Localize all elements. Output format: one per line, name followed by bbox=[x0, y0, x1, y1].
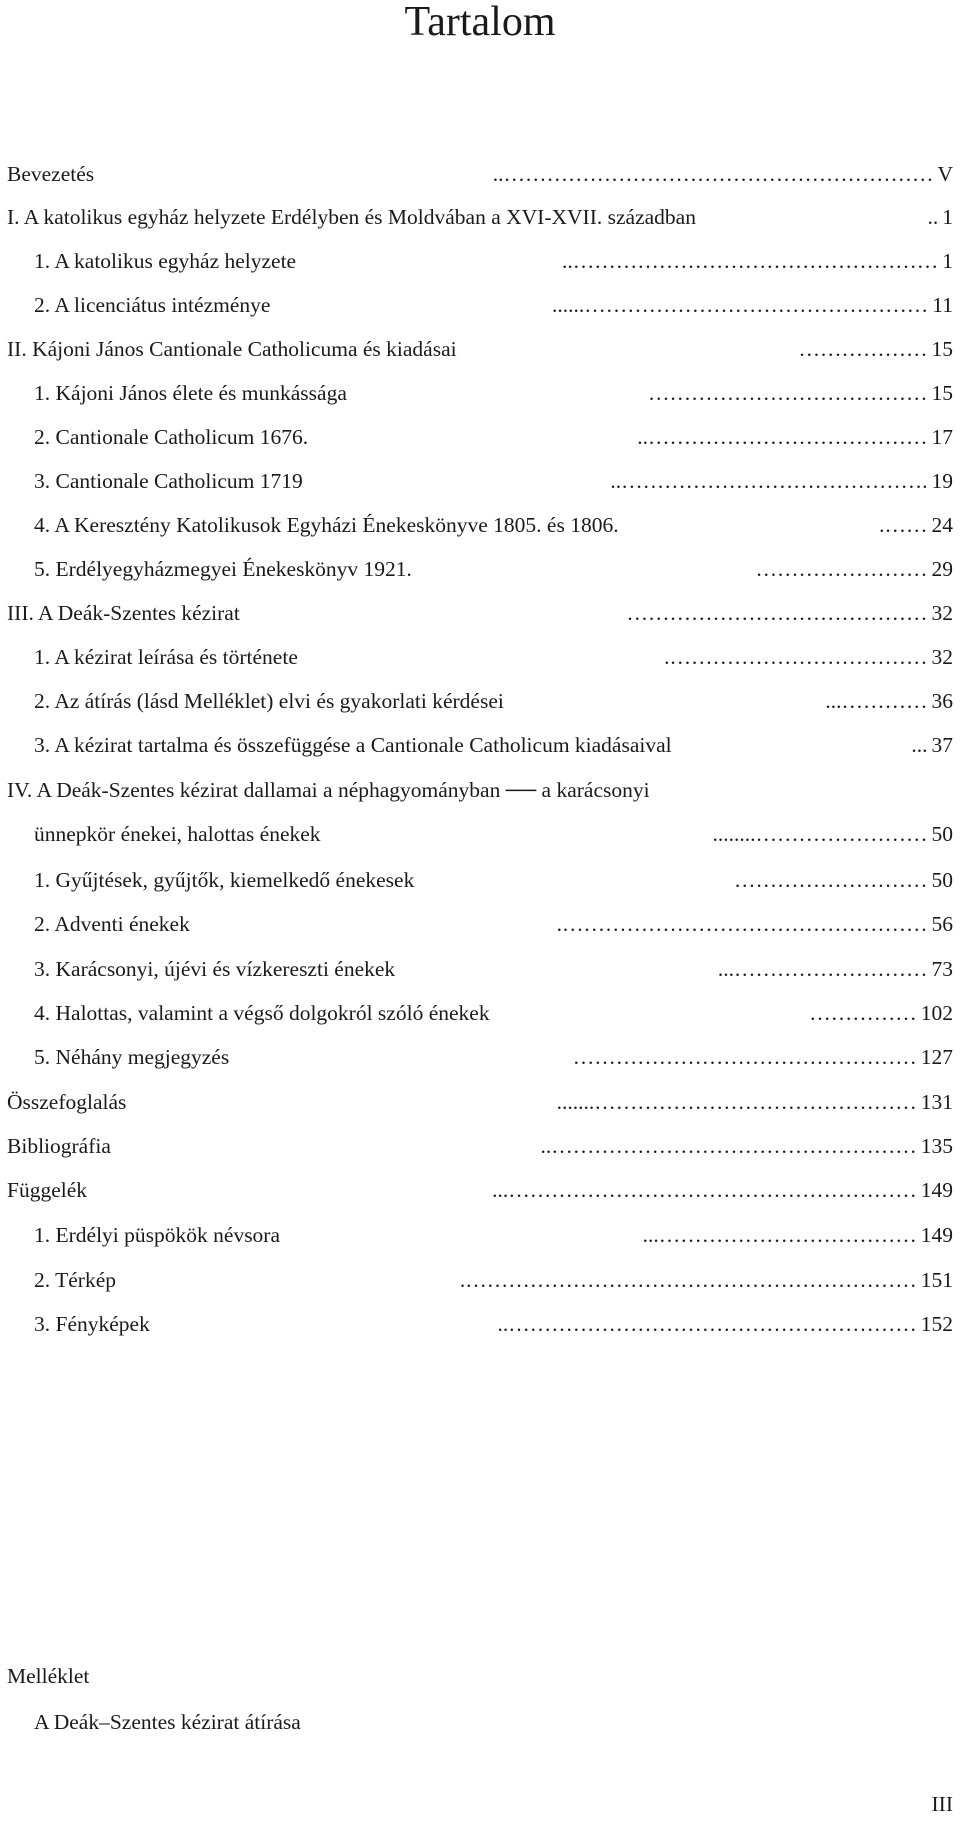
toc-entry-page: 1 bbox=[942, 205, 953, 229]
toc-entry-title: Összefoglalás bbox=[7, 1090, 127, 1114]
toc-entry-leader: ……………… bbox=[798, 337, 928, 361]
toc-entry-title: I. A katolikus egyház helyzete Erdélyben és Moldvában a XVI-XVII. században bbox=[7, 205, 696, 229]
toc-entry-page: 102 bbox=[920, 1001, 953, 1025]
toc-entry-page: 15 bbox=[931, 381, 953, 405]
toc-entry-leader: ………………………………………… bbox=[572, 1045, 917, 1069]
toc-entry-leader: ………………………………………....... bbox=[556, 1090, 917, 1114]
toc-entry-leader: …………………………………………...... bbox=[552, 293, 929, 317]
toc-entry-title: 2. Adventi énekek bbox=[34, 912, 190, 936]
toc-entry-page: 15 bbox=[931, 337, 953, 361]
toc-entry-title: 5. Néhány megjegyzés bbox=[34, 1045, 230, 1069]
toc-entry-title: 3. A kézirat tartalma és összefüggése a Cantionale Catholicum kiadásaival bbox=[34, 733, 672, 757]
toc-entry-leader: ... bbox=[911, 733, 928, 757]
toc-entry-title: 5. Erdélyegyházmegyei Énekeskönyv 1921. bbox=[34, 557, 412, 581]
toc-entry-title: 2. Cantionale Catholicum 1676. bbox=[34, 425, 309, 449]
toc-entry-page: 151 bbox=[920, 1268, 953, 1292]
toc-entry-leader: …………………………………………………... bbox=[492, 1178, 917, 1202]
toc-entry-page: 152 bbox=[920, 1312, 953, 1336]
toc-entry-title: 2. Az átírás (lásd Melléklet) elvi és gyakorlati kérdései bbox=[34, 689, 504, 713]
toc-entry-page: 50 bbox=[931, 822, 953, 846]
toc-entry-title: 2. Térkép bbox=[34, 1268, 116, 1292]
toc-entry-page: 36 bbox=[931, 689, 953, 713]
toc-entry-title: 1. Erdélyi püspökök névsora bbox=[34, 1223, 281, 1247]
toc-entry-page: 149 bbox=[920, 1223, 953, 1247]
toc-entry-leader: ………………………………... bbox=[642, 1223, 917, 1247]
toc-entry-leader: …………………… bbox=[755, 557, 928, 581]
toc-entry-title: ünnepkör énekei, halottas énekek bbox=[34, 822, 321, 846]
toc-entry-page: 149 bbox=[920, 1178, 953, 1202]
toc-entry-leader: …………………………………………………….. bbox=[492, 162, 934, 186]
melleklet-item: A Deák–Szentes kézirat átírása bbox=[34, 1710, 301, 1734]
toc-entry-leader: .. bbox=[927, 205, 939, 229]
toc-entry-leader: ………………………………… bbox=[648, 381, 928, 405]
toc-entry-leader: ………………………………………………………. bbox=[459, 1268, 917, 1292]
toc-entry-title: III. A Deák-Szentes kézirat bbox=[7, 601, 240, 625]
toc-entry-leader: ………………………………………………….. bbox=[497, 1312, 917, 1336]
toc-entry-title: 3. Fényképek bbox=[34, 1312, 150, 1336]
toc-entry-leader: …………………………………………….. bbox=[540, 1134, 917, 1158]
toc-entry-leader: ………………………………. bbox=[664, 645, 928, 669]
toc-entry-title: II. Kájoni János Cantionale Catholicuma és kiadásai bbox=[7, 337, 457, 361]
toc-entry-leader: ……………………........ bbox=[712, 822, 928, 846]
toc-entry-page: 17 bbox=[931, 425, 953, 449]
toc-entry-page: 50 bbox=[931, 868, 953, 892]
toc-entry-title: IV. A Deák-Szentes kézirat dallamai a néphagyományban ── a karácsonyi bbox=[7, 778, 650, 802]
melleklet-heading: Melléklet bbox=[7, 1664, 90, 1688]
toc-entry-leader: .…………………………………….. bbox=[610, 469, 928, 493]
toc-entry-title: 4. Halottas, valamint a végső dolgokról szóló énekek bbox=[34, 1001, 490, 1025]
toc-entry-page: 1 bbox=[942, 249, 953, 273]
page-number: III bbox=[931, 1792, 953, 1816]
toc-entry-title: Bevezetés bbox=[7, 162, 95, 186]
toc-entry-leader: ……………………… bbox=[734, 868, 928, 892]
toc-entry-leader: ……. bbox=[879, 513, 928, 537]
toc-entry-page: 73 bbox=[931, 957, 953, 981]
toc-entry-title: 4. A Keresztény Katolikusok Egyházi Énekeskönyve 1805. és 1806. bbox=[34, 513, 619, 537]
toc-entry-page: 29 bbox=[931, 557, 953, 581]
toc-entry-page: 19 bbox=[931, 469, 953, 493]
toc-entry-page: 24 bbox=[931, 513, 953, 537]
toc-entry-leader: …………………………………… bbox=[626, 601, 928, 625]
toc-entry-page: 37 bbox=[931, 733, 953, 757]
toc-entry-leader: ……………………………………………. bbox=[556, 912, 928, 936]
toc-entry-title: Függelék bbox=[7, 1178, 88, 1202]
toc-entry-page: 131 bbox=[920, 1090, 953, 1114]
toc-entry-title: 1. A katolikus egyház helyzete bbox=[34, 249, 297, 273]
toc-entry-page: 32 bbox=[931, 645, 953, 669]
toc-entry-title: 1. A kézirat leírása és története bbox=[34, 645, 298, 669]
page-title: Tartalom bbox=[404, 0, 556, 45]
toc-entry-title: 1. Kájoni János élete és munkássága bbox=[34, 381, 347, 405]
toc-entry-page: 32 bbox=[931, 601, 953, 625]
toc-entry-page: 127 bbox=[920, 1045, 953, 1069]
toc-entry-title: 1. Gyűjtések, gyűjtők, kiemelkedő énekesek bbox=[34, 868, 415, 892]
toc-entry-leader: ………………………………….. bbox=[637, 425, 928, 449]
toc-entry-title: Bibliográfia bbox=[7, 1134, 111, 1158]
toc-entry-page: 11 bbox=[932, 293, 953, 317]
toc-entry-leader: …………………………………………….. bbox=[562, 249, 939, 273]
toc-entry-leader: ………………………... bbox=[717, 957, 928, 981]
toc-entry-page: 135 bbox=[920, 1134, 953, 1158]
toc-entry-page: V bbox=[937, 162, 953, 186]
toc-entry-title: 3. Karácsonyi, újévi és vízkereszti énekek bbox=[34, 957, 396, 981]
toc-entry-title: 3. Cantionale Catholicum 1719 bbox=[34, 469, 303, 493]
toc-entry-leader: …………... bbox=[825, 689, 928, 713]
toc-entry-title: 2. A licenciátus intézménye bbox=[34, 293, 271, 317]
toc-entry-leader: …………… bbox=[809, 1001, 917, 1025]
toc-entry-page: 56 bbox=[931, 912, 953, 936]
